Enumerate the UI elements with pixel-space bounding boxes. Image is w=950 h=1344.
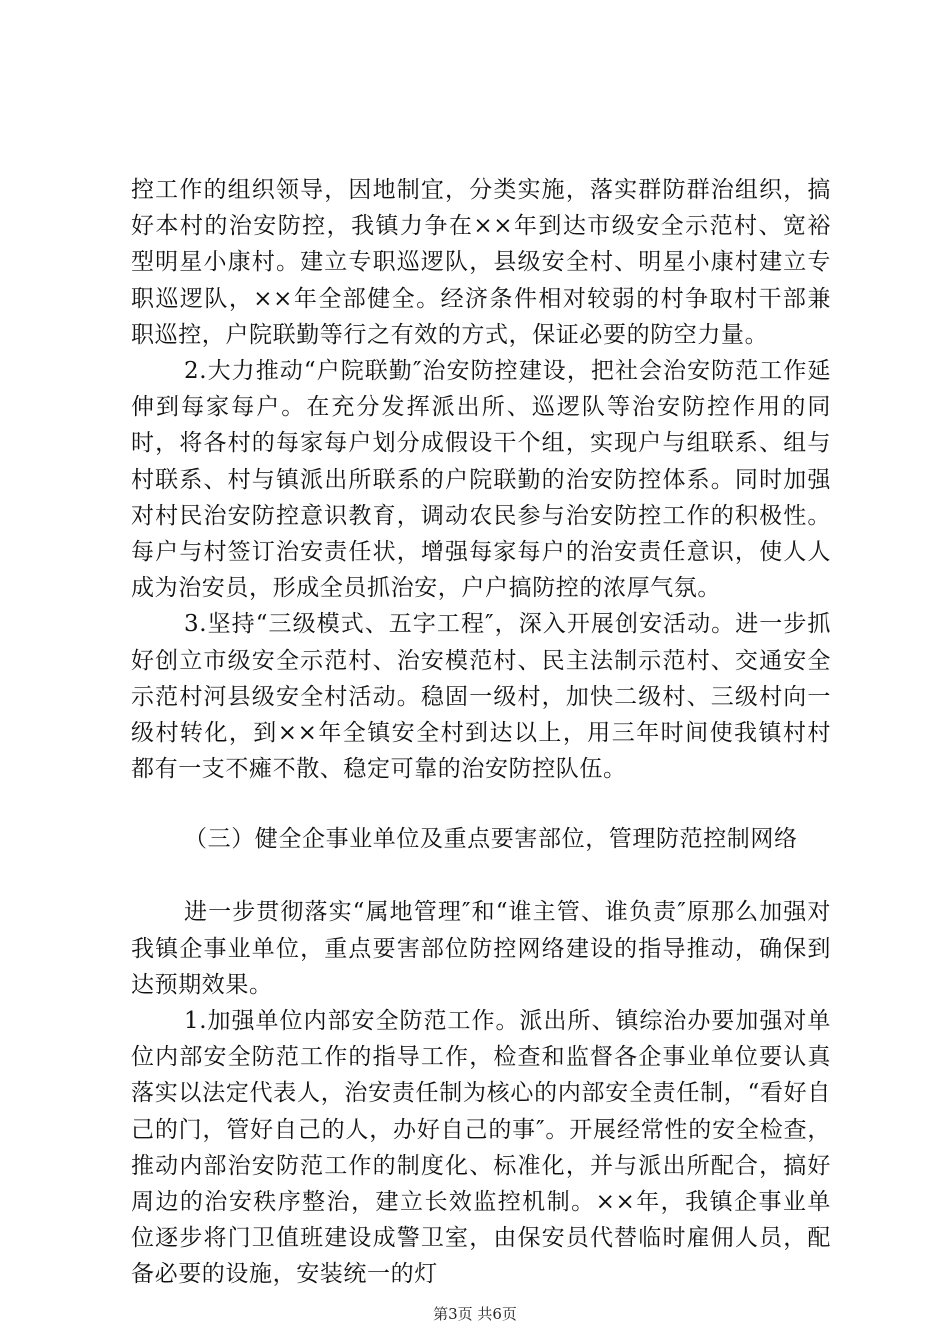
paragraph-continuation: 控工作的组织领导，因地制宜，分类实施，落实群防群治组织，搞好本村的治安防控，我镇力争在××年到达市级安全示范村、宽裕型明星小康村。建立专职巡逻队，县级安全村、明星小康村建立专职巡逻队，××年全部健全。经济条件相对较弱的村争取村干部兼职巡控，户院联勤等行之有效的方式，保证必要的防空力量。 [131,177,831,348]
paragraph-item-2: 2.大力推动“户院联勤″治安防控建设，把社会治安防范工作延伸到每家每户。在充分发挥派出所、巡逻队等治安防控作用的同时，将各村的每家每户划分成假设干个组，实现户与组联系、组与村联系、村与镇派出所联系的户院联勤的治安防控体系。同时加强对村民治安防控意识教育，调动农民参与治安防控工作的积极性。每户与村签订治安责任状，增强每家每户的治安责任意识，使人人成为治安员，形成全员抓治安，户户搞防控的浓厚气氛。 [131,358,831,602]
section-heading: （三）健全企事业单位及重点要害部位，管理防范控制网络 [184,826,798,853]
paragraph-item-1: 1.加强单位内部安全防范工作。派出所、镇综治办要加强对单位内部安全防范工作的指导工作，检查和监督各企事业单位要认真落实以法定代表人，治安责任制为核心的内部安全责任制，“看好自己的门，管好自己的人，办好自己的事″。开展经常性的安全检查，推动内部治安防范工作的制度化、标准化，并与派出所配合，搞好周边的治安秩序整治，建立长效监控机制。××年，我镇企事业单位逐步将门卫值班建设成警卫室，由保安员代替临时雇佣人员，配备必要的设施，安装统一的灯 [131,1008,831,1288]
page-number-footer: 第3页 共6页 [433,1305,517,1323]
paragraph-item-3: 3.坚持“三级模式、五字工程″，深入开展创安活动。进一步抓好创立市级安全示范村、治安模范村、民主法制示范村、交通安全示范村河县级安全村活动。稳固一级村，加快二级村、三级村向一级村转化，到××年全镇安全村到达以上，用三年时间使我镇村村都有一支不瘫不散、稳定可靠的治安防控队伍。 [131,611,831,783]
document-body [131,172,831,1293]
paragraph-intro: 进一步贯彻落实“属地管理″和“谁主管、谁负责″原那么加强对我镇企事业单位，重点要害部位防控网络建设的指导推动，确保到达预期效果。 [131,899,831,998]
